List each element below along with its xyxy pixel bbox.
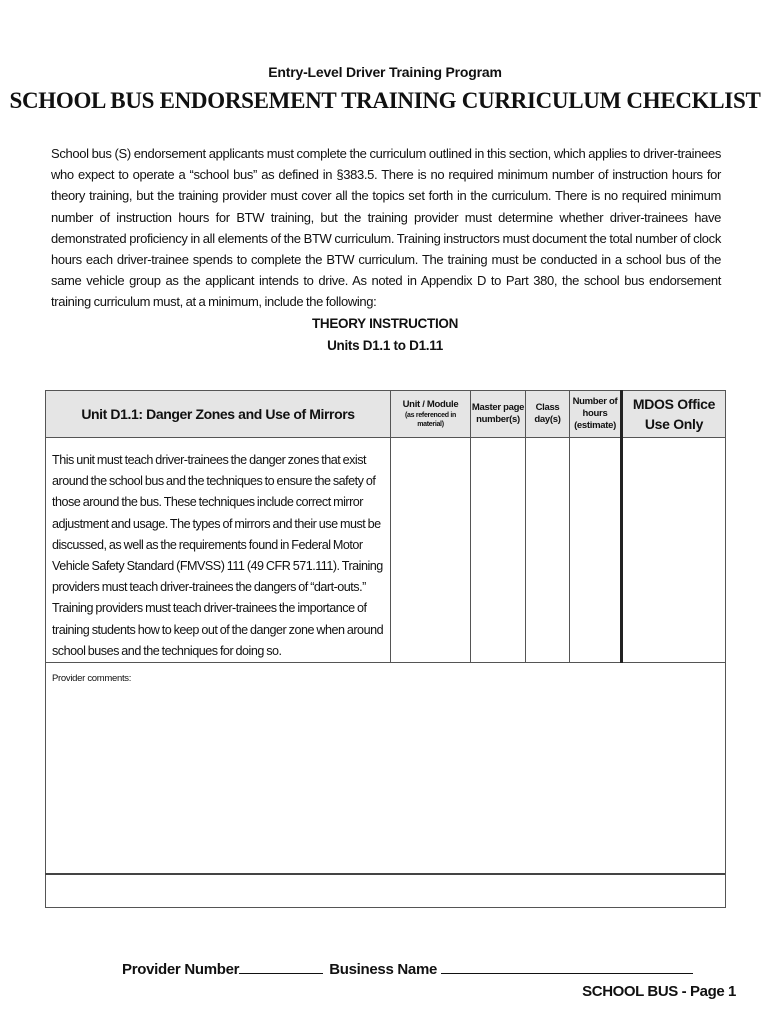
table-header-row	[46, 391, 726, 438]
document-title: SCHOOL BUS ENDORSEMENT TRAINING CURRICULUM CHECKLIST	[9, 88, 761, 113]
section-heading-block	[0, 313, 770, 357]
col-hours-note: (estimate)	[574, 420, 616, 431]
col-master-page: Master page number(s)	[471, 391, 526, 438]
unit-title: Unit D1.1: Danger Zones and Use of Mirrors	[46, 391, 391, 438]
provider-comments-label: Provider comments:	[52, 673, 132, 685]
col-number-of-hours: Number of hours (estimate)	[570, 391, 622, 438]
business-name-label: Business Name	[329, 961, 438, 978]
intro-paragraph: School bus (S) endorsement applicants must complete the curriculum outlined in this section, which applies to driver-trainees who expect to operate a “school bus” as defined in §383.5. There is no required minimum number of instruction hours for theory training, but the training provider must cover all the topics set forth in the curriculum. There is no required minimum number of instruction hours for BTW training, but the training provider must determine whether driver-trainees have demonstrated proficiency in all elements of the BTW curriculum. Training instructors must document the total number of clock hours each driver-trainee spends to complete the BTW curriculum. The training must be conducted in a school bus of the same vehicle group as the applicant intends to drive. As noted in Appendix D to Part 380, the school bus endorsement training curriculum must, at a minimum, include the following:	[51, 146, 721, 310]
hours-field[interactable]	[570, 438, 622, 663]
section-units: Units D1.1 to D1.11	[327, 338, 443, 353]
col-mdos-office-use: MDOS Office Use Only	[622, 391, 726, 438]
col-unit-module-note: (as referenced in material)	[405, 412, 456, 428]
unit-d1-1-table	[45, 390, 726, 908]
master-page-field[interactable]	[471, 438, 526, 663]
mdos-office-use-field	[622, 438, 726, 663]
comments-row	[46, 663, 726, 908]
class-days-field[interactable]	[526, 438, 570, 663]
provider-info-line	[122, 959, 693, 978]
business-name-blank[interactable]	[441, 959, 693, 974]
unit-module-field[interactable]	[391, 438, 471, 663]
section-heading: THEORY INSTRUCTION	[311, 316, 459, 331]
provider-number-blank[interactable]	[239, 959, 323, 974]
col-unit-module: Unit / Module (as referenced in material)	[391, 391, 471, 438]
provider-number-label: Provider Number	[122, 961, 240, 978]
col-class-days: Class day(s)	[526, 391, 570, 438]
unit-content-row	[46, 438, 726, 663]
page-number-label: SCHOOL BUS - Page 1	[582, 983, 736, 1000]
program-name: Entry-Level Driver Training Program	[268, 64, 502, 80]
unit-description: This unit must teach driver-trainees the danger zones that exist around the school bus and the techniques to ensure the safety of those around the bus. These techniques include correct mirror adjustment and usage. The types of mirrors and their use must be discussed, as well as the requirements found in Federal Motor Vehicle Safety Standard (FMVSS) 111 (49 CFR 571.111). Training providers must teach driver-trainees the dangers of “dart-outs.” Training providers must teach driver-trainees the importance of training students how to keep out of the danger zone when around school buses and the techniques for doing so.	[46, 438, 391, 663]
provider-comments-field[interactable]	[46, 663, 726, 908]
table-bottom-rule	[45, 873, 725, 875]
